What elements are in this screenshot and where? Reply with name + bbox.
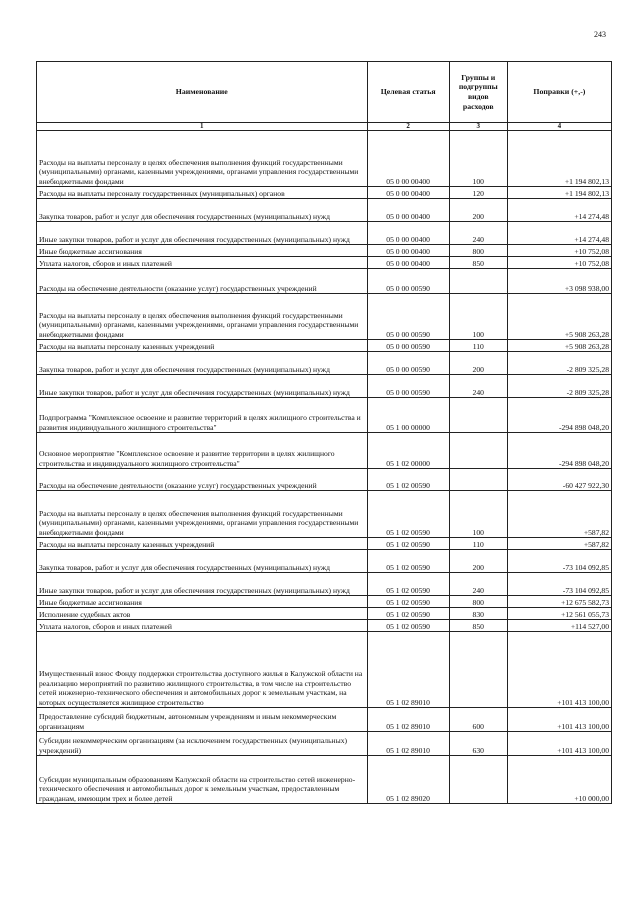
row-name: Расходы на выплаты персоналу в целях обеспечения выполнения функций государственными (муниципальными) органами, казенными учреждениями, органами управления государственными внебюджетными фондами xyxy=(37,491,368,538)
row-name: Иные закупки товаров, работ и услуг для обеспечения государственных (муниципальных) нужд xyxy=(37,222,368,245)
row-expense-group: 800 xyxy=(449,596,507,608)
row-target-code: 05 0 00 00590 xyxy=(367,352,449,375)
table-row xyxy=(37,596,612,608)
row-name: Субсидии некоммерческим организациям (за исключением государственных (муниципальных) учреждений) xyxy=(37,732,368,756)
table-row xyxy=(37,708,612,732)
row-name: Основное мероприятие "Комплексное освоение и развитие территории в целях жилищного строительства и индивидуального жилищного строительства" xyxy=(37,433,368,469)
row-name: Иные закупки товаров, работ и услуг для обеспечения государственных (муниципальных) нужд xyxy=(37,573,368,596)
row-amendment: +587,82 xyxy=(507,491,611,538)
header-groups: Группы и подгруппы видов расходов xyxy=(449,62,507,123)
row-expense-group: 630 xyxy=(449,732,507,756)
column-number: 2 xyxy=(367,123,449,131)
row-target-code: 05 1 02 00000 xyxy=(367,433,449,469)
table-row xyxy=(37,245,612,257)
row-amendment: +10 752,08 xyxy=(507,257,611,269)
row-expense-group xyxy=(449,433,507,469)
table-row xyxy=(37,433,612,469)
row-expense-group xyxy=(449,269,507,294)
row-amendment: -294 898 048,20 xyxy=(507,433,611,469)
row-target-code: 05 1 02 89010 xyxy=(367,632,449,708)
row-name: Закупка товаров, работ и услуг для обеспечения государственных (муниципальных) нужд xyxy=(37,550,368,573)
row-amendment: +1 194 802,13 xyxy=(507,131,611,187)
row-amendment: +12 675 582,73 xyxy=(507,596,611,608)
table-row xyxy=(37,550,612,573)
row-expense-group xyxy=(449,756,507,804)
row-name: Расходы на обеспечение деятельности (оказание услуг) государственных учреждений xyxy=(37,269,368,294)
table-row xyxy=(37,340,612,352)
row-amendment: +14 274,48 xyxy=(507,222,611,245)
row-expense-group: 850 xyxy=(449,620,507,632)
header-name: Наименование xyxy=(37,62,368,123)
row-target-code: 05 0 00 00400 xyxy=(367,199,449,222)
table-row xyxy=(37,257,612,269)
row-name: Иные закупки товаров, работ и услуг для обеспечения государственных (муниципальных) нужд xyxy=(37,375,368,398)
row-expense-group: 120 xyxy=(449,187,507,199)
row-target-code: 05 0 00 00590 xyxy=(367,269,449,294)
row-expense-group xyxy=(449,398,507,433)
row-expense-group: 110 xyxy=(449,538,507,550)
row-target-code: 05 1 02 00590 xyxy=(367,608,449,620)
row-amendment: -73 104 092,85 xyxy=(507,573,611,596)
header-row xyxy=(37,62,612,123)
header-amendments: Поправки (+,-) xyxy=(507,62,611,123)
row-expense-group xyxy=(449,632,507,708)
table-row xyxy=(37,632,612,708)
row-expense-group: 600 xyxy=(449,708,507,732)
row-target-code: 05 1 02 00590 xyxy=(367,550,449,573)
row-name: Расходы на выплаты персоналу государственных (муниципальных) органов xyxy=(37,187,368,199)
table-row xyxy=(37,491,612,538)
row-expense-group: 240 xyxy=(449,222,507,245)
row-target-code: 05 1 02 00590 xyxy=(367,538,449,550)
row-target-code: 05 0 00 00590 xyxy=(367,375,449,398)
row-target-code: 05 0 00 00400 xyxy=(367,187,449,199)
row-expense-group: 200 xyxy=(449,199,507,222)
row-target-code: 05 0 00 00400 xyxy=(367,131,449,187)
budget-table xyxy=(36,61,612,804)
row-target-code: 05 1 02 00590 xyxy=(367,491,449,538)
row-target-code: 05 0 00 00400 xyxy=(367,245,449,257)
row-target-code: 05 1 02 00590 xyxy=(367,469,449,491)
row-target-code: 05 1 02 00590 xyxy=(367,596,449,608)
row-target-code: 05 0 00 00400 xyxy=(367,257,449,269)
table-row xyxy=(37,756,612,804)
column-number: 4 xyxy=(507,123,611,131)
row-name: Расходы на обеспечение деятельности (оказание услуг) государственных учреждений xyxy=(37,469,368,491)
table-row xyxy=(37,620,612,632)
row-expense-group: 200 xyxy=(449,550,507,573)
row-amendment: +5 908 263,28 xyxy=(507,340,611,352)
row-amendment: +5 908 263,28 xyxy=(507,294,611,340)
row-amendment: -60 427 922,30 xyxy=(507,469,611,491)
page-number: 243 xyxy=(594,30,606,39)
column-number: 1 xyxy=(37,123,368,131)
row-expense-group: 240 xyxy=(449,573,507,596)
row-name: Иные бюджетные ассигнования xyxy=(37,596,368,608)
row-amendment: +114 527,00 xyxy=(507,620,611,632)
row-amendment: +101 413 100,00 xyxy=(507,708,611,732)
table-row xyxy=(37,131,612,187)
table-row xyxy=(37,222,612,245)
table-row xyxy=(37,375,612,398)
row-amendment: +1 194 802,13 xyxy=(507,187,611,199)
table-row xyxy=(37,608,612,620)
header-target: Целевая статья xyxy=(367,62,449,123)
row-target-code: 05 1 00 00000 xyxy=(367,398,449,433)
row-expense-group: 100 xyxy=(449,131,507,187)
row-name: Иные бюджетные ассигнования xyxy=(37,245,368,257)
row-amendment: +101 413 100,00 xyxy=(507,632,611,708)
row-name: Исполнение судебных актов xyxy=(37,608,368,620)
row-target-code: 05 0 00 00590 xyxy=(367,340,449,352)
table-row xyxy=(37,732,612,756)
row-amendment: -73 104 092,85 xyxy=(507,550,611,573)
row-name: Расходы на выплаты персоналу в целях обеспечения выполнения функций государственными (муниципальными) органами, казенными учреждениями, органами управления государственными внебюджетными фондами xyxy=(37,294,368,340)
table-row xyxy=(37,398,612,433)
row-target-code: 05 1 02 89010 xyxy=(367,732,449,756)
row-name: Имущественный взнос Фонду поддержки строительства доступного жилья в Калужской области на реализацию мероприятий по развитию жилищного строительства, в том числе на строительство сетей инженерно-технического обеспечения и автомобильных дорог к земельным участкам, на которых осуществляется жилищное строительство xyxy=(37,632,368,708)
row-amendment: +587,82 xyxy=(507,538,611,550)
column-number-row xyxy=(37,123,612,131)
row-target-code: 05 1 02 00590 xyxy=(367,573,449,596)
row-expense-group xyxy=(449,469,507,491)
row-target-code: 05 0 00 00590 xyxy=(367,294,449,340)
table-row xyxy=(37,469,612,491)
row-expense-group: 800 xyxy=(449,245,507,257)
row-expense-group: 100 xyxy=(449,294,507,340)
row-target-code: 05 1 02 89010 xyxy=(367,708,449,732)
table-row xyxy=(37,573,612,596)
row-name: Расходы на выплаты персоналу в целях обеспечения выполнения функций государственными (муниципальными) органами, казенными учреждениями, органами управления государственными внебюджетными фондами xyxy=(37,131,368,187)
row-name: Расходы на выплаты персоналу казенных учреждений xyxy=(37,340,368,352)
row-expense-group: 200 xyxy=(449,352,507,375)
row-amendment: -294 898 048,20 xyxy=(507,398,611,433)
row-amendment: +101 413 100,00 xyxy=(507,732,611,756)
row-name: Уплата налогов, сборов и иных платежей xyxy=(37,620,368,632)
table-row xyxy=(37,187,612,199)
row-name: Субсидии муниципальным образованиям Калужской области на строительство сетей инженерно-технического обеспечения и автомобильных дорог к земельным участкам, предоставленным гражданам, имеющим трех и более детей xyxy=(37,756,368,804)
row-name: Подпрограмма "Комплексное освоение и развитие территорий в целях жилищного строительства и развития индивидуального жилищного строительства" xyxy=(37,398,368,433)
row-amendment: +14 274,48 xyxy=(507,199,611,222)
table-row xyxy=(37,294,612,340)
row-amendment: +12 561 055,73 xyxy=(507,608,611,620)
row-name: Расходы на выплаты персоналу казенных учреждений xyxy=(37,538,368,550)
row-amendment: +10 000,00 xyxy=(507,756,611,804)
row-target-code: 05 1 02 00590 xyxy=(367,620,449,632)
row-amendment: -2 809 325,28 xyxy=(507,375,611,398)
row-expense-group: 110 xyxy=(449,340,507,352)
row-name: Закупка товаров, работ и услуг для обеспечения государственных (муниципальных) нужд xyxy=(37,352,368,375)
table-row xyxy=(37,352,612,375)
row-name: Закупка товаров, работ и услуг для обеспечения государственных (муниципальных) нужд xyxy=(37,199,368,222)
table-row xyxy=(37,199,612,222)
column-number: 3 xyxy=(449,123,507,131)
row-expense-group: 830 xyxy=(449,608,507,620)
row-amendment: +10 752,08 xyxy=(507,245,611,257)
row-target-code: 05 0 00 00400 xyxy=(367,222,449,245)
row-amendment: +3 098 938,00 xyxy=(507,269,611,294)
table-body xyxy=(37,131,612,804)
row-expense-group: 850 xyxy=(449,257,507,269)
row-name: Уплата налогов, сборов и иных платежей xyxy=(37,257,368,269)
row-amendment: -2 809 325,28 xyxy=(507,352,611,375)
row-expense-group: 100 xyxy=(449,491,507,538)
row-name: Предоставление субсидий бюджетным, автономным учреждениям и иным некоммерческим организациям xyxy=(37,708,368,732)
row-expense-group: 240 xyxy=(449,375,507,398)
row-target-code: 05 1 02 89020 xyxy=(367,756,449,804)
table-row xyxy=(37,269,612,294)
table-row xyxy=(37,538,612,550)
